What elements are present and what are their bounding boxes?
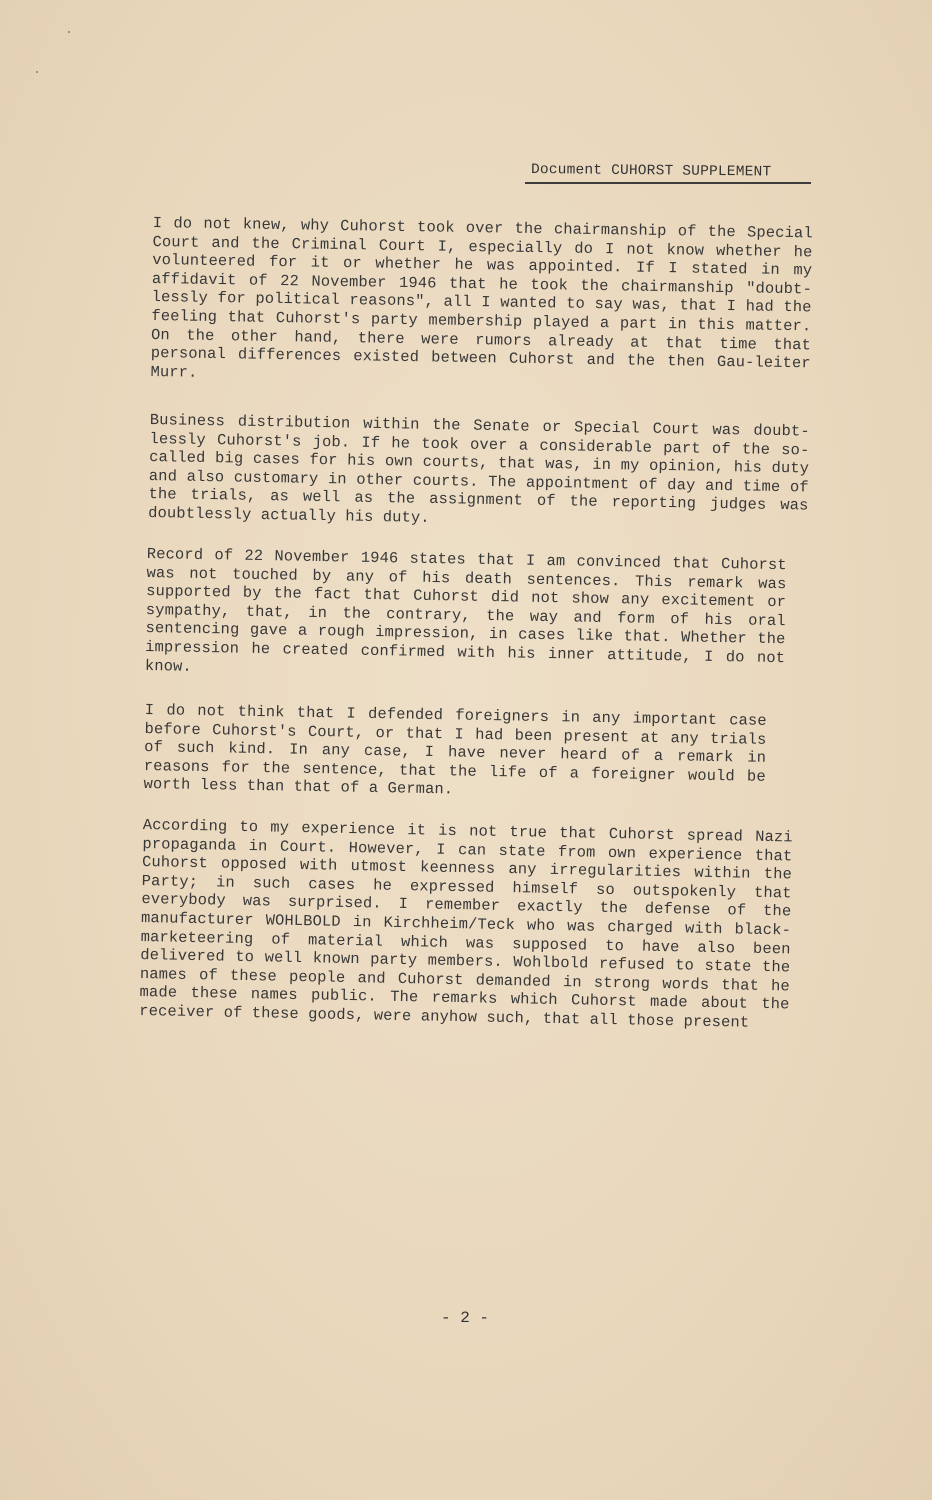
paragraph-business-distribution: Business distribution within the Senate or Special Court was doubt-lessly Cuhorst's job. If he took over a considerable part of the so-called big cases for his own courts, that was, in my opinion, his duty and also customary in other courts. The appointment of day and time of the trials, as well as the assignment of the reporting judges was doubtlessly actually his duty.	[148, 411, 810, 527]
paragraph-death-sentences: Record of 22 November 1946 states that I am convinced that Cuhorst was not touched by any of his death sentences. This remark was supported by the fact that Cuhorst did not show any excitement or sympathy, that, in the contrary, the way and form of his oral sentencing gave a rough impression, in cases like that. Whether the impression he created confirmed with his inner attitude, I do not know.	[144, 545, 787, 676]
paragraph-foreigners: I do not think that I defended foreigners in any important case before Cuhorst's Court, or that I had been present at any trials of such kind. In any case, I have never heard of a remark in reasons for the sentence, that the life of a foreigner would be worth less than that of a German.	[143, 701, 767, 799]
document-label: Document CUHORST SUPPLEMENT	[530, 162, 772, 181]
paper-speck	[36, 71, 38, 73]
paper-speck	[68, 31, 70, 33]
paragraph-chairmanship: I do not knew, why Cuhorst took over the chairmanship of the Special Court and the Criminal Court I, especially do I not know whether he volunteered for it or whether he was appointed. If I stated in my affidavit of 22 November 1946 that he took the chairmanship "doubt-lessly for political reasons", all I wanted to say was, that I had the feeling that Cuhorst's party membership played a part in this matter. On the other hand, there were rumors already at that time that personal differences existed between Cuhorst and the then Gau-leiter Murr.	[150, 214, 813, 382]
paragraph-nazi-propaganda: According to my experience it is not true that Cuhorst spread Nazi propaganda in Court. However, I can state from own experience that Cuhorst opposed with utmost keenness any irregularities within the Party; in such cases he expressed himself so outspokenly that everybody was surprised. I remember exactly the defense of the manufacturer WOHLBOLD in Kirchheim/Teck who was charged with black-marketeering of material which was supposed to have also been delivered to well known party members. Wohlbold refused to state the names of these people and Cuhorst demanded in strong words that he made these names public. The remarks which Cuhorst made about the receiver of these goods, were anyhow such, that all those present	[139, 816, 793, 1032]
document-header	[531, 160, 811, 186]
page-number: - 2 -	[441, 1309, 490, 1327]
header-underline	[525, 182, 811, 184]
